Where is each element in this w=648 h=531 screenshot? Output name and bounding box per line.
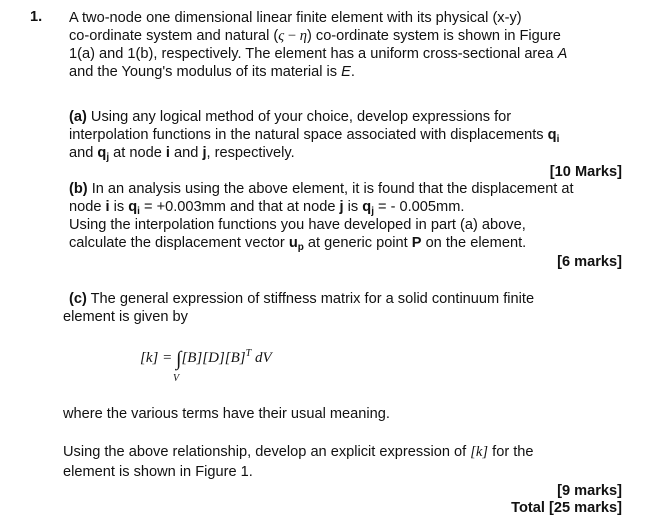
part-b-line-3: Using the interpolation functions you have developed in part (a) above, xyxy=(69,217,526,233)
part-b-line-2: node i is $q_i = +0.003mm$ and that at node j is $q_j$ = - 0.005mm. xyxy=(69,199,465,217)
part-a-line-1: (a) Using any logical method of your choice, develop expressions for xyxy=(69,109,512,125)
part-a-line-2: interpolation functions in the natural space associated with displacements $q_i$ xyxy=(69,127,560,145)
part-c-label: (c) xyxy=(69,291,87,307)
intro-line-1: A two-node one dimensional linear finite element with its physical (x-y) xyxy=(69,10,522,26)
part-c-marks: [9 marks] xyxy=(557,483,622,499)
intro-line-3: 1(a) and 1(b), respectively. The element has a uniform cross-sectional area A xyxy=(69,46,568,62)
integral-limit: V xyxy=(173,373,180,384)
intro-line-2: co-ordinate system and natural (ς − η) co-ordinate system is shown in Figure xyxy=(69,28,561,44)
part-c-line-1: (c) The general expression of stiffness matrix for a solid continuum finite xyxy=(69,291,535,307)
part-c-use-line-1: Using the above relationship, develop an explicit expression of [k] for the xyxy=(63,444,534,460)
part-c-use-line-2: element is shown in Figure 1. xyxy=(63,464,253,480)
intro-line-4: and the Young's modulus of its material is E. xyxy=(69,64,355,80)
part-a-line-3: and $q_j$ at node i and j, respectively. xyxy=(69,145,295,163)
part-c-meaning: where the various terms have their usual meaning. xyxy=(63,406,390,422)
part-b-label: (b) xyxy=(69,181,88,197)
stiffness-formula: $[k] = \int[B][D][B]^T$ dV xyxy=(140,348,272,370)
part-b-marks: [6 marks] xyxy=(557,254,622,270)
part-a-marks: [10 Marks] xyxy=(549,164,622,180)
total-marks: Total [25 marks] xyxy=(511,500,622,516)
part-b-line-1: (b) In an analysis using the above element, it is found that the displacement at xyxy=(69,181,574,197)
question-number: 1. xyxy=(30,9,43,25)
part-c-line-2: element is given by xyxy=(63,309,188,325)
part-a-label: (a) xyxy=(69,109,87,125)
part-b-line-4: calculate the displacement vector $u_p$ at generic point P on the element. xyxy=(69,235,527,253)
